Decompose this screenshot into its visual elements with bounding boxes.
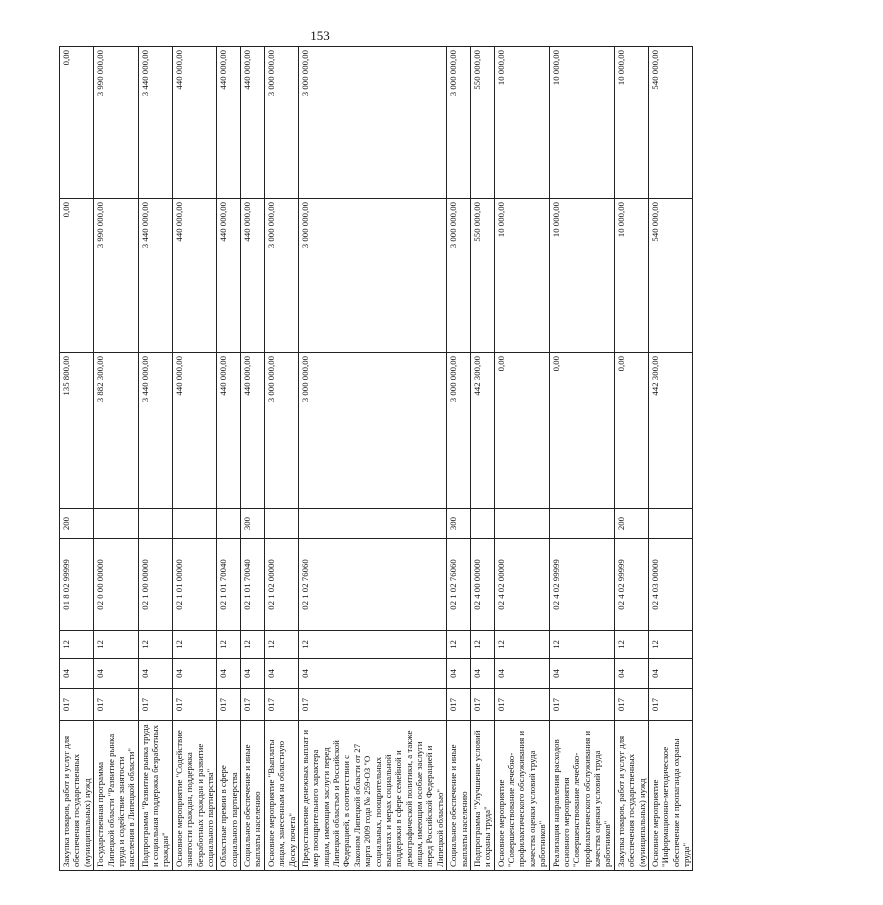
row-name-cell: Социальное обеспечение и иные выплаты населению: [241, 721, 265, 871]
subsection-code-cell: 12: [614, 631, 648, 659]
row-name-cell: Областные премии в сфере социального партнерства: [217, 721, 241, 871]
section-code-cell: 04: [241, 659, 265, 689]
row-name-cell: Закупка товаров, работ и услуг для обеспечения государственных (муниципальных) нужд: [60, 721, 94, 871]
target-article-cell: 02 1 02 76060: [298, 539, 446, 631]
expense-type-cell: [138, 509, 172, 539]
amount-year2-cell: 3 000 000,00: [298, 199, 446, 353]
amount-year3-cell: 10 000,00: [549, 47, 614, 199]
subsection-code-cell: 12: [648, 631, 693, 659]
amount-year3-cell: 3 990 000,00: [94, 47, 139, 199]
table-row: [241, 47, 265, 871]
row-name-cell: Предоставление денежных выплат и мер поощрительного характера лицам, имеющим заслуги перед Липецкой областью и Российской Федерацией, в соответствии с Законом Липецкой области от 27 марта 2009 года № 259-ОЗ "О социальных, поощрительных выплатах и мерах социальной поддержки в сфере семейной и демографической политики, а также лицам, имеющим особые заслуги перед Российской Федерацией и Липецкой областью": [298, 721, 446, 871]
section-code-cell: 04: [447, 659, 471, 689]
section-code-cell: 04: [217, 659, 241, 689]
target-article-cell: 02 0 00 00000: [94, 539, 139, 631]
row-name-cell: Реализация направления расходов основного мероприятия "Совершенствование лечебно-профилактического обслуживания и качества оценки условий труда работников": [549, 721, 614, 871]
admin-code-cell: 017: [217, 689, 241, 721]
subsection-code-cell: 12: [172, 631, 217, 659]
amount-year1-cell: 440 000,00: [217, 353, 241, 509]
amount-year3-cell: 3 440 000,00: [138, 47, 172, 199]
subsection-code-cell: 12: [217, 631, 241, 659]
expense-type-cell: 300: [241, 509, 265, 539]
row-name-cell: Подпрограмма "Улучшение условий и охраны труда": [470, 721, 494, 871]
amount-year3-cell: 540 000,00: [648, 47, 693, 199]
expense-type-cell: [94, 509, 139, 539]
expense-type-cell: [549, 509, 614, 539]
table-row: [60, 47, 94, 871]
amount-year2-cell: 440 000,00: [241, 199, 265, 353]
expense-type-cell: [298, 509, 446, 539]
section-code-cell: 04: [138, 659, 172, 689]
amount-year2-cell: 3 990 000,00: [94, 199, 139, 353]
admin-code-cell: 017: [648, 689, 693, 721]
amount-year1-cell: 0,00: [549, 353, 614, 509]
amount-year2-cell: 440 000,00: [217, 199, 241, 353]
table-row: [298, 47, 446, 871]
section-code-cell: 04: [94, 659, 139, 689]
budget-table-body: [60, 47, 693, 871]
page-number: 153: [310, 28, 330, 43]
table-row: [470, 47, 494, 871]
table-row: [494, 47, 549, 871]
admin-code-cell: 017: [494, 689, 549, 721]
amount-year3-cell: 0,00: [60, 47, 94, 199]
section-code-cell: 04: [614, 659, 648, 689]
amount-year1-cell: 3 440 000,00: [138, 353, 172, 509]
section-code-cell: 04: [470, 659, 494, 689]
row-name-cell: Основное мероприятие "Информационно-методическое обеспечение и пропаганда охраны труда": [648, 721, 693, 871]
amount-year1-cell: 3 000 000,00: [447, 353, 471, 509]
row-name-cell: Государственная программа Липецкой области "Развитие рынка труда и содействие занятости населения в Липецкой области": [94, 721, 139, 871]
admin-code-cell: 017: [614, 689, 648, 721]
amount-year2-cell: 440 000,00: [172, 199, 217, 353]
table-row: [172, 47, 217, 871]
expense-type-cell: [264, 509, 298, 539]
subsection-code-cell: 12: [241, 631, 265, 659]
admin-code-cell: 017: [549, 689, 614, 721]
table-row: [549, 47, 614, 871]
amount-year2-cell: 540 000,00: [648, 199, 693, 353]
target-article-cell: 02 4 02 99999: [614, 539, 648, 631]
subsection-code-cell: 12: [470, 631, 494, 659]
row-name-cell: Основное мероприятие "Совершенствование лечебно-профилактического обслуживания и качества оценки условий труда работников": [494, 721, 549, 871]
section-code-cell: 04: [648, 659, 693, 689]
section-code-cell: 04: [172, 659, 217, 689]
amount-year2-cell: 3 000 000,00: [447, 199, 471, 353]
amount-year3-cell: 550 000,00: [470, 47, 494, 199]
admin-code-cell: 017: [470, 689, 494, 721]
section-code-cell: 04: [549, 659, 614, 689]
amount-year1-cell: 0,00: [494, 353, 549, 509]
subsection-code-cell: 12: [138, 631, 172, 659]
expense-type-cell: 200: [614, 509, 648, 539]
section-code-cell: 04: [264, 659, 298, 689]
expense-type-cell: [470, 509, 494, 539]
amount-year3-cell: 3 000 000,00: [298, 47, 446, 199]
amount-year1-cell: 3 000 000,00: [264, 353, 298, 509]
amount-year3-cell: 440 000,00: [241, 47, 265, 199]
amount-year3-cell: 10 000,00: [614, 47, 648, 199]
rotated-table-container: [59, 47, 691, 871]
budget-table: [59, 46, 693, 871]
admin-code-cell: 017: [447, 689, 471, 721]
amount-year2-cell: 10 000,00: [549, 199, 614, 353]
expense-type-cell: [172, 509, 217, 539]
row-name-cell: Социальное обеспечение и иные выплаты населению: [447, 721, 471, 871]
section-code-cell: 04: [298, 659, 446, 689]
target-article-cell: 02 1 01 70040: [241, 539, 265, 631]
amount-year1-cell: 440 000,00: [241, 353, 265, 509]
table-row: [614, 47, 648, 871]
target-article-cell: 02 1 01 00000: [172, 539, 217, 631]
admin-code-cell: 017: [264, 689, 298, 721]
expense-type-cell: [648, 509, 693, 539]
target-article-cell: 02 1 02 76060: [447, 539, 471, 631]
amount-year3-cell: 3 000 000,00: [447, 47, 471, 199]
expense-type-cell: 200: [60, 509, 94, 539]
amount-year1-cell: 0,00: [614, 353, 648, 509]
amount-year1-cell: 442 300,00: [648, 353, 693, 509]
expense-type-cell: [217, 509, 241, 539]
expense-type-cell: [494, 509, 549, 539]
admin-code-cell: 017: [298, 689, 446, 721]
amount-year3-cell: 10 000,00: [494, 47, 549, 199]
target-article-cell: 02 4 02 99999: [549, 539, 614, 631]
amount-year2-cell: 10 000,00: [494, 199, 549, 353]
section-code-cell: 04: [60, 659, 94, 689]
row-name-cell: Подпрограмма "Развитие рынка труда и социальная поддержка безработных граждан": [138, 721, 172, 871]
amount-year1-cell: 3 882 300,00: [94, 353, 139, 509]
amount-year3-cell: 440 000,00: [217, 47, 241, 199]
amount-year1-cell: 3 000 000,00: [298, 353, 446, 509]
admin-code-cell: 017: [60, 689, 94, 721]
amount-year2-cell: 3 000 000,00: [264, 199, 298, 353]
subsection-code-cell: 12: [447, 631, 471, 659]
target-article-cell: 02 4 00 00000: [470, 539, 494, 631]
row-name-cell: Основное мероприятие "Содействие занятости граждан, поддержка безработных граждан и развитие социального партнерства": [172, 721, 217, 871]
amount-year2-cell: 550 000,00: [470, 199, 494, 353]
row-name-cell: Закупка товаров, работ и услуг для обеспечения государственных (муниципальных) нужд: [614, 721, 648, 871]
expense-type-cell: 300: [447, 509, 471, 539]
subsection-code-cell: 12: [494, 631, 549, 659]
table-row: [447, 47, 471, 871]
subsection-code-cell: 12: [94, 631, 139, 659]
table-row: [264, 47, 298, 871]
table-row: [648, 47, 693, 871]
amount-year1-cell: 442 300,00: [470, 353, 494, 509]
target-article-cell: 01 8 02 99999: [60, 539, 94, 631]
row-name-cell: Основное мероприятие "Выплаты лицам, занесенным на областную Доску почета": [264, 721, 298, 871]
amount-year2-cell: 3 440 000,00: [138, 199, 172, 353]
subsection-code-cell: 12: [549, 631, 614, 659]
target-article-cell: 02 4 03 00000: [648, 539, 693, 631]
subsection-code-cell: 12: [298, 631, 446, 659]
amount-year1-cell: 135 800,00: [60, 353, 94, 509]
subsection-code-cell: 12: [60, 631, 94, 659]
table-row: [138, 47, 172, 871]
amount-year2-cell: 10 000,00: [614, 199, 648, 353]
table-row: [94, 47, 139, 871]
target-article-cell: 02 1 01 70040: [217, 539, 241, 631]
admin-code-cell: 017: [172, 689, 217, 721]
amount-year1-cell: 440 000,00: [172, 353, 217, 509]
subsection-code-cell: 12: [264, 631, 298, 659]
target-article-cell: 02 1 02 00000: [264, 539, 298, 631]
admin-code-cell: 017: [94, 689, 139, 721]
amount-year2-cell: 0,00: [60, 199, 94, 353]
amount-year3-cell: 440 000,00: [172, 47, 217, 199]
table-row: [217, 47, 241, 871]
target-article-cell: 02 1 00 00000: [138, 539, 172, 631]
admin-code-cell: 017: [138, 689, 172, 721]
section-code-cell: 04: [494, 659, 549, 689]
amount-year3-cell: 3 000 000,00: [264, 47, 298, 199]
admin-code-cell: 017: [241, 689, 265, 721]
budget-table-frame: [59, 47, 883, 867]
target-article-cell: 02 4 02 00000: [494, 539, 549, 631]
